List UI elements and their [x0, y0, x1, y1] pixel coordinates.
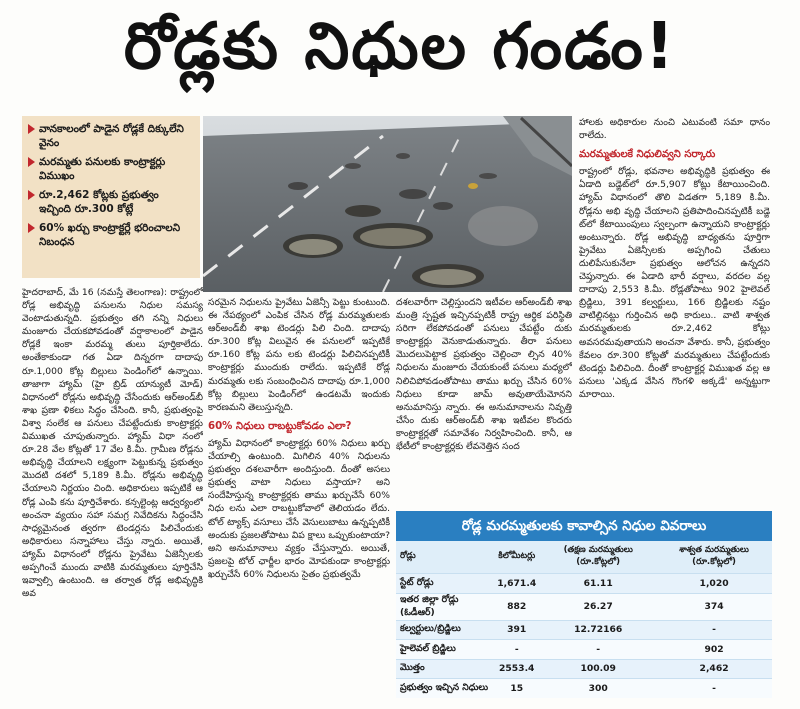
repair-funds-table-box [396, 511, 772, 693]
highlights-box [22, 116, 200, 278]
triangle-bullet-icon [28, 124, 35, 134]
table-cell: ప్రభుత్వం ఇచ్చిన నిధులు [396, 679, 493, 698]
table-cell: మొత్తం [396, 659, 493, 679]
table-cell: - [656, 620, 772, 640]
section-subheading: మరమ్మతులకే నిధులివ్వని సర్కారు [579, 149, 716, 161]
article-text: హ్యామ్ విధానంలో కాంట్రాక్టర్లు 60% నిధులు ఖర్చు చేయాల్సి ఉంటుంది. మిగిలిన 40% నిధులను ప్రభుత్వం దశలవారీగా అందిస్తుంది. దీంతో అసలు ప్రభుత్వ వాటా నిధులు వస్తాయా? అని సందేహిస్తున్న కాంట్రాక్టర్లకు తాము ఖర్చుచేసే 60% నిధు లను ఎలా రాబట్టుకోవాలో తెలియడం లేదు. టోల్ ట్యాక్స్ వసూలు చేసే వెసులుబాటు ఉన్నప్పటికీ అందుకు ప్రజలతోపాటు విప క్షాలు ఒప్పుకుంటాయా? అని అనుమానాలు వ్యక్తం చేస్తున్నారు. అయితే, ప్రజలపై టోల్ ఛార్జీల భారం మోపకుండా కాంట్రాక్టర్లు ఖర్చుచేసే 60% నిధులను సైతం ప్రభుత్వమే [208, 437, 390, 580]
highlight-item: వానకాలంలో పాడైన రోడ్లకే దిక్కులేని వైనం [28, 122, 194, 150]
table-cell: 2,462 [656, 659, 772, 679]
table-cell: కల్వర్టులు/బ్రిడ్జిలు [396, 620, 493, 640]
table-header-cell: రోడ్లు [396, 541, 493, 574]
headline: రోడ్లకు నిధుల గండం! [123, 9, 677, 84]
table-cell: 1,020 [656, 574, 772, 594]
table-row [396, 620, 772, 640]
table-row [396, 640, 772, 660]
table-cell: 26.27 [540, 593, 656, 620]
article-text: రాష్ట్రంలో రోడ్లు, భవనాల అభివృద్ధికి ప్రభుత్వం ఈ ఏడాది బడ్జెట్‌లో రూ.5,907 కోట్లు కేటాయించింది. హ్యామ్ విధానంలో తొలి విడతగా 5,189 కి.మీ. రోడ్లను అభి వృద్ధి చేయాలని ప్రతిపాదించినప్పటికీ బడ్జె ట్‌లో కేటాయింపులు స్వల్పంగా ఉన్నాయని కాంట్రాక్టర్లు అంటున్నారు. రోడ్ల అభివృద్ధి బాధ్యతను పూర్తిగా ప్రైవేటు ఏజెన్సీలకు అప్పగించి చేతులు దులిపేసుకునేలా ప్రభుత్వం ఆలోచన ఉన్నదని చెప్తున్నారు. ఈ ఏడాది భారీ వర్షాలు, వరదల వల్ల దాదాపు 2,553 కి.మీ. రోడ్లతోపాటు 902 హైలెవల్ బ్రిడ్జిలు, 391 కల్వర్టులు, 166 బ్రిడ్జిలకు నష్టం వాటిల్లినట్టు గుర్తించిన అధి కారులు.. వాటి శాశ్వత మరమ్మతులకు రూ.2,462 కోట్లు అవసరమవుతాయని అంచనా వేశారు. కానీ, ప్రభుత్వం కేవలం రూ.300 కోట్లతో మరమ్మతులు చేపట్టేందుకు టెండర్లు పిలిచింది. దీంతో కాంట్రాక్టర్ల విముఖత వల్ల ఆ పనులు 'ఎక్కడ వేసిన గొంగళి అక్కడే' అన్నట్టుగా మారాయి. [579, 166, 770, 400]
table-cell: 902 [656, 640, 772, 660]
table-row [396, 659, 772, 679]
table-cell: 2553.4 [493, 659, 540, 679]
highlight-item: రూ.2,462 కోట్లకు ప్రభుత్వం ఇచ్చింది రూ.300 కోట్లే [28, 188, 194, 216]
table-cell: స్టేట్ రోడ్లు [396, 574, 493, 594]
table-cell: 12.72166 [540, 620, 656, 640]
table-header-cell: (తక్షణ మరమ్మతులు (రూ.కోట్లలో) [540, 541, 656, 574]
table-cell: 882 [493, 593, 540, 620]
repair-funds-table [396, 541, 772, 698]
highlight-item: మరమ్మతు పనులకు కాంట్రాక్టర్లు విముఖం [28, 155, 194, 183]
pothole-road-photo [203, 116, 572, 292]
article-column-2 [208, 296, 390, 704]
highlight-item: 60% ఖర్చు కాంట్రాక్టర్లే భరించాలని నిబంధన [28, 221, 194, 249]
table-header-row [396, 541, 772, 574]
table-cell: 374 [656, 593, 772, 620]
table-cell: హైలెవల్ బ్రిడ్జిలు [396, 640, 493, 660]
table-cell: 61.11 [540, 574, 656, 594]
article-text: హాలకు అధికారుల నుంచి ఎటువంటి సమా ధానం రాలేదు. [579, 117, 770, 142]
section-subheading: 60% నిధులు రాబట్టుకోవడం ఎలా? [208, 420, 352, 432]
table-cell: 100.09 [540, 659, 656, 679]
triangle-bullet-icon [28, 157, 35, 167]
table-cell: 1,671.4 [493, 574, 540, 594]
table-cell: 15 [493, 679, 540, 698]
article-text: హైదరాబాద్, మే 16 (నమస్తే తెలంగాణ): రాష్ట్రంలో రోడ్ల అభివృద్ధి పనులను నిధుల సమస్య వెంటాడుతున్నది. ప్రభుత్వం తగి నన్ని నిధులు మంజూరు చేయకపోవడంతో వర్షాకాలంలో పాడైన రోడ్లకే ఇంకా మరమ్మ తులు పూర్తికాలేదు. అంతేకాకుండా గత ఏడా దిన్నరగా దాదాపు రూ.1,000 కోట్ల బిల్లులు పెండింగ్‌లో ఉన్నాయి. తాజాగా హ్యామ్ (హై బ్రిడ్ యాన్యుటీ మోడ్) విధానంలో రోడ్లను అభివృద్ధి చేసేందుకు ఆర్‌అండ్‌బీ శాఖ ప్రణా ళికలు సిద్ధం చేసింది. కానీ, ప్రభుత్వంపై విశ్వా సంలేక ఆ పనులు చేపట్టేందుకు కాంట్రాక్టర్లు విముఖత చూపుతున్నారు. హ్యామ్ విధా నంలో రూ.28 వేల కోట్లతో 17 వేల కి.మీ. గ్రామీణ రోడ్లను అభివృద్ధి చేయాలని లక్ష్యంగా పెట్టుకున్న ప్రభుత్వం మొదటి దశలో 5,189 కి.మీ. రోడ్లను అభివృద్ధి చేయాలని నిర్ణయం చింది. అధికారులు ఇప్పటికే ఆ రోడ్ల ఎంపి కను పూర్తిచేశారు. కన్సల్టెంట్ల ఆధ్వర్యంలో అంచనా వ్యయం సహా సమగ్ర నివేదికను సిద్ధంచేసి సాధ్యమైనంత త్వరగా టెండర్లను పిలిచేందుకు అధికారులు సన్నాహాలు చేస్తు న్నారు. అయితే, హ్యామ్ విధానంలో రోడ్లను ప్రైవేటు ఏజెన్సీలకు అప్పగించే ముందు వాటికి మరమ్మతులు పూర్తిచేసి ఇవ్వాల్సి ఉంటుంది. ఆ తర్వాత రోడ్ల అభివృద్ధికి అవ [22, 287, 203, 600]
triangle-bullet-icon [28, 223, 35, 233]
table-cell: ఇతర జిల్లా రోడ్లు (ఓడీఆర్) [396, 593, 493, 620]
article-text: దశలవారీగా చెల్లిస్తుందని ఇటీవల ఆర్‌అండ్‌బీ శాఖ మంత్రి స్పష్టత ఇచ్చినప్పటికీ రాష్ట్ర ఆర్థిక పరిస్థితి సరిగా లేకపోవడంతో పనులు చేపట్టేం దుకు కాంట్రాక్టర్లు వెనుకాడుతున్నారు. తీరా పనులు మొదలుపెట్టాక ప్రభుత్వం చెల్లించా ల్సిన 40% నిధులను మంజూరు చేయకుంటే పనులు మధ్యలో నిలిచిపోవడంతోపాటు తాము ఖర్చు చేసిన 60% నిధులు కూడా జామ్ అవుతాయేమోనని అనుమానిస్తు న్నారు. ఈ అనుమానాలను నివృత్తి చేసేం దుకు ఆర్‌అండ్‌బీ శాఖ ఇటీవల కొందరు కాంట్రాక్టర్లతో సమావేశం నిర్వహించింది. కానీ, ఆ భేటీలో కాంట్రాక్టర్లకు లేవనెత్తిన సంద [396, 297, 572, 453]
article-column-1 [22, 286, 203, 704]
table-cell: 391 [493, 620, 540, 640]
article-text: సరమైన నిధులను ప్రైవేటు ఏజెన్సీ పెట్టు కుంటుంది. ఈ నేపథ్యంలో ఎంపిక చేసిన రోడ్ల మరమ్మతులకు ఆర్‌అండ్‌బీ శాఖ టెండర్లు పిలి చింది. దాదాపు రూ.300 కోట్ల విలువైన ఈ పనులలో ఇప్పటికే రూ.160 కోట్ల పను లకు టెండర్లు పిలిచినప్పటికీ కాంట్రాక్టర్లు ముందుకు రాలేదు. ఇప్పటికే రోడ్ల మరమ్మతు లకు సంబంధించిన దాదాపు రూ.1,000 కోట్ల బిల్లులు పెండింగ్‌లో ఉండటమే ఇందుకు కారణమని తెలుస్తున్నది. [208, 297, 390, 413]
table-header-cell: శాశ్వత మరమ్మతులు (రూ.కోట్లలో) [656, 541, 772, 574]
table-cell: 300 [540, 679, 656, 698]
table-row [396, 593, 772, 620]
table-cell: - [493, 640, 540, 660]
triangle-bullet-icon [28, 190, 35, 200]
table-row [396, 574, 772, 594]
article-column-3 [396, 296, 572, 508]
table-title: రోడ్ల మరమ్మతులకు కావాల్సిన నిధుల వివరాలు [396, 511, 772, 541]
table-header-cell: కిలోమీటర్లు [493, 541, 540, 574]
table-row [396, 679, 772, 698]
table-cell: - [656, 679, 772, 698]
table-cell: - [540, 640, 656, 660]
